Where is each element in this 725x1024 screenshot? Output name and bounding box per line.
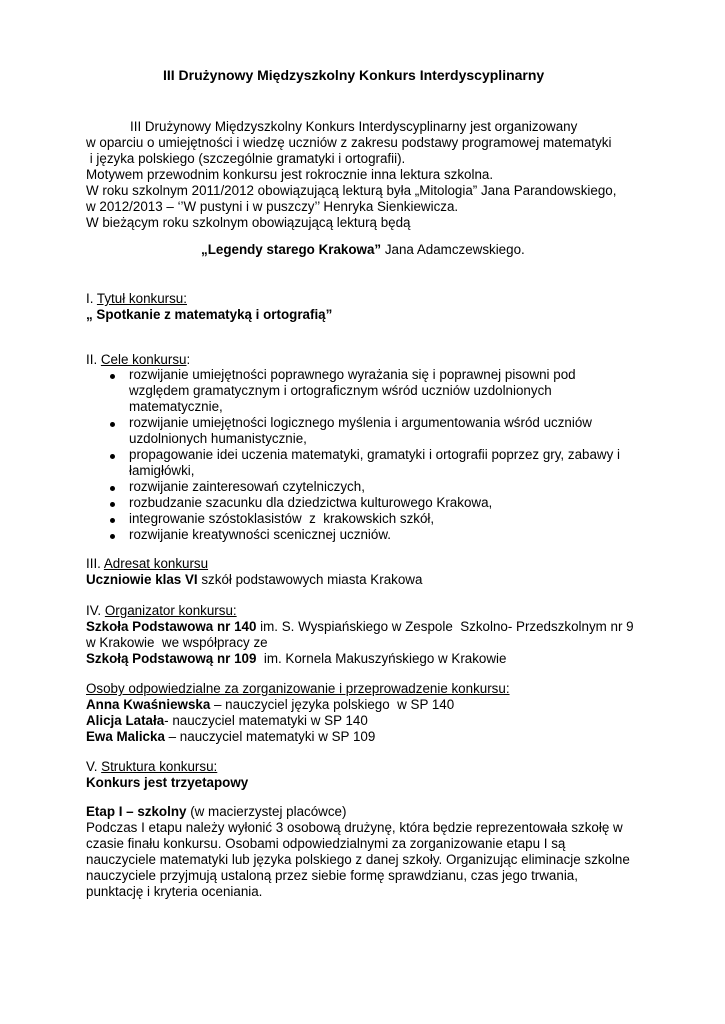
- etap-1-line: nauczyciele przyjmują ustaloną przez siebie formę sprawdzianu, czas jego trwania,: [86, 868, 578, 883]
- responsible-heading: Osoby odpowiedzialne za zorganizowanie i przeprowadzenie konkursu:: [86, 681, 510, 696]
- section-2-heading: II. Cele konkursu:: [86, 352, 191, 367]
- goal-item: rozwijanie kreatywności scenicznej uczniów.: [129, 527, 391, 542]
- intro-line: i języka polskiego (szczególnie gramatyki i ortografii).: [86, 151, 406, 166]
- section-5-heading: [86, 759, 217, 775]
- goal-item: rozbudzanie szacunku dla dziedzictwa kulturowego Krakowa,: [129, 495, 493, 510]
- section-3-heading: [86, 556, 208, 572]
- lektura-line: [201, 242, 525, 258]
- bullet-icon: [110, 374, 115, 379]
- etap-1-line: punktację i kryteria oceniania.: [86, 884, 263, 899]
- section-1-heading: [86, 291, 187, 307]
- organizer-line: Szkołą Podstawową nr 109 im. Kornela Makuszyńskiego w Krakowie: [86, 651, 507, 666]
- section-heading: Organizator konkursu:: [104, 603, 237, 618]
- intro-line: Motywem przewodnim konkursu jest rokrocznie inna lektura szkolna.: [86, 167, 494, 182]
- intro-line: W roku szkolnym 2011/2012 obowiązującą lekturą była „Mitologia” Jana Parandowskiego,: [86, 183, 617, 198]
- organizer-line: w Krakowie we współpracy ze: [86, 635, 268, 650]
- person-line: Anna Kwaśniewska – nauczyciel języka polskiego w SP 140: [86, 697, 455, 712]
- bullet-icon: [110, 502, 115, 507]
- section-number: I.: [86, 291, 97, 306]
- section-number: II.: [86, 352, 101, 367]
- section-number: III.: [86, 556, 104, 571]
- goal-item: rozwijanie umiejętności poprawnego wyrażania się i poprawnej pisowni pod: [129, 367, 576, 382]
- intro-line: W bieżącym roku szkolnym obowiązującą lekturą będą: [86, 215, 411, 230]
- section-heading: Struktura konkursu:: [101, 759, 218, 774]
- goal-item: rozwijanie umiejętności logicznego myślenia i argumentowania wśród uczniów: [129, 415, 592, 430]
- section-heading: Tytuł konkursu:: [96, 291, 187, 306]
- bullet-icon: [110, 486, 115, 491]
- person-line: Alicja Latała- nauczyciel matematyki w SP 140: [86, 713, 368, 728]
- section-heading: Cele konkursu: [100, 352, 187, 367]
- section-number: V.: [86, 759, 102, 774]
- organizer-line: Szkoła Podstawowa nr 140 im. S. Wyspiańskiego w Zespole Szkolno- Przedszkolnym nr 9: [86, 619, 634, 634]
- intro-line: w oparciu o umiejętności i wiedzę uczniów z zakresu podstawy programowej matematyki: [86, 135, 612, 150]
- competition-title: „ Spotkanie z matematyką i ortografią”: [86, 307, 333, 322]
- etap-1-heading: Etap I – szkolny (w macierzystej placówce): [86, 804, 347, 819]
- lektura-title: „Legendy starego Krakowa”: [201, 242, 382, 257]
- section-4-heading: [86, 603, 237, 619]
- goal-item: integrowanie szóstoklasistów z krakowskich szkół,: [129, 511, 435, 526]
- bullet-icon: [110, 454, 115, 459]
- bullet-icon: [110, 422, 115, 427]
- addressee-line: Uczniowie klas VI szkół podstawowych miasta Krakowa: [86, 572, 423, 587]
- intro-line: III Drużynowy Międzyszkolny Konkurs Interdyscyplinarny jest organizowany: [130, 119, 578, 134]
- goal-item: rozwijanie zainteresowań czytelniczych,: [129, 479, 365, 494]
- etap-1-line: nauczyciele matematyki lub języka polskiego z danej szkoły. Organizując eliminacje szkolne: [86, 852, 630, 867]
- structure-value: Konkurs jest trzyetapowy: [86, 775, 249, 790]
- goal-item: matematycznie,: [129, 399, 223, 414]
- bullet-icon: [110, 518, 115, 523]
- person-line: Ewa Malicka – nauczyciel matematyki w SP 109: [86, 729, 376, 744]
- bullet-icon: [110, 534, 115, 539]
- etap-1-line: Podczas I etapu należy wyłonić 3 osobową drużynę, która będzie reprezentowała szkołę w: [86, 820, 623, 835]
- document-title: III Drużynowy Międzyszkolny Konkurs Interdyscyplinarny: [163, 67, 545, 83]
- lektura-author: Jana Adamczewskiego.: [381, 242, 525, 257]
- section-heading: Adresat konkursu: [103, 556, 209, 571]
- goal-item: łamigłówki,: [129, 463, 195, 478]
- intro-line: w 2012/2013 – ‘’W pustyni i w puszczy’’ Henryka Sienkiewicza.: [86, 199, 459, 214]
- goal-item: propagowanie idei uczenia matematyki, gramatyki i ortografii poprzez gry, zabawy i: [129, 447, 620, 462]
- goal-item: uzdolnionych humanistycznie,: [129, 431, 307, 446]
- goal-item: względem gramatycznym i ortograficznym wśród uczniów uzdolnionych: [129, 383, 552, 398]
- etap-1-line: czasie finału konkursu. Osobami odpowiedzialnymi za zorganizowanie etapu I są: [86, 836, 566, 851]
- section-number: IV.: [86, 603, 105, 618]
